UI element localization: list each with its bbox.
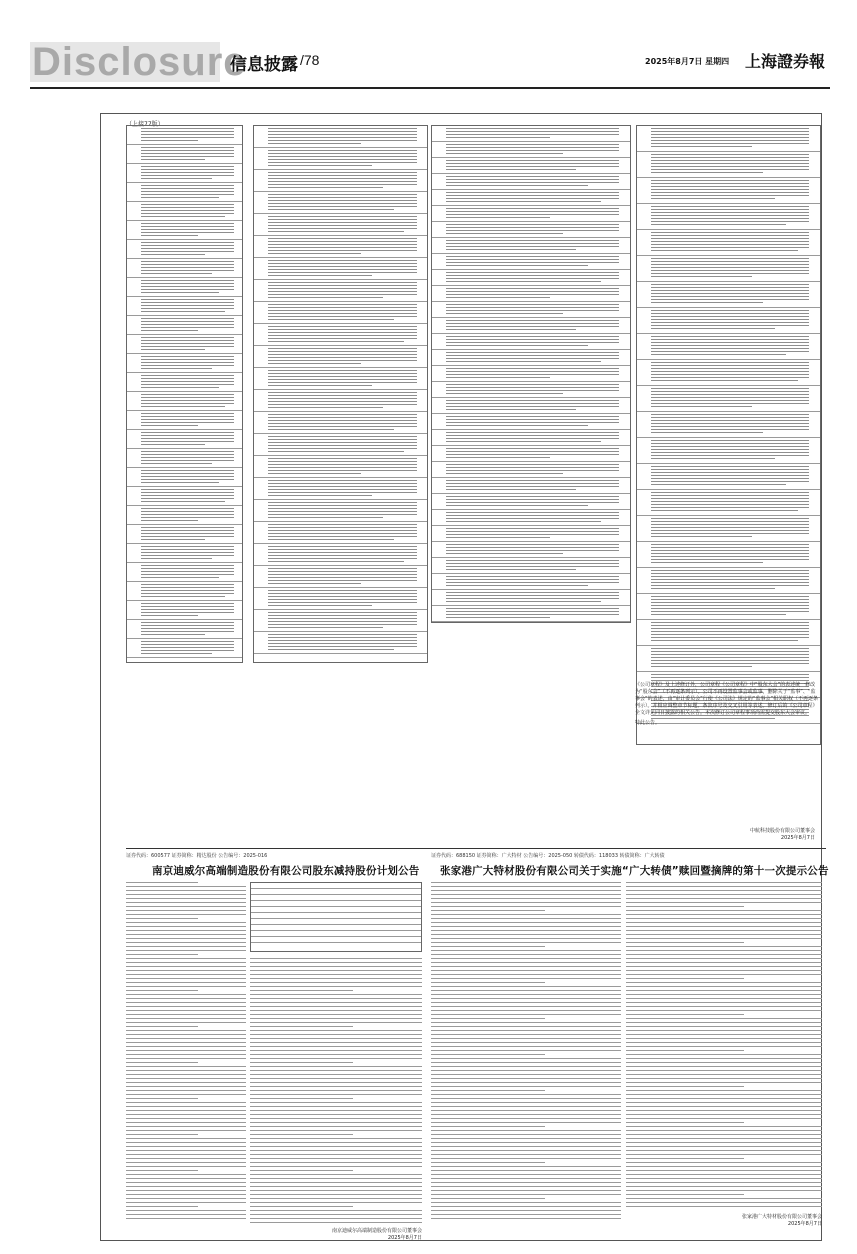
cell-text: [446, 160, 626, 172]
table-row: [254, 324, 427, 346]
table-row: [432, 510, 630, 526]
table-row: [254, 148, 427, 170]
right-article-date: 2025年8月7日: [787, 1221, 822, 1227]
notice-date: 2025年8月7日: [780, 835, 815, 841]
cell-text: [446, 272, 626, 284]
table-row: [432, 414, 630, 430]
left-article-table: [250, 882, 422, 952]
cell-text: [141, 432, 238, 447]
table-row: [432, 238, 630, 254]
cell-text: [268, 370, 423, 388]
right-article-signature: [700, 1214, 822, 1228]
notice-body: [635, 682, 820, 727]
table-row: [432, 366, 630, 382]
cell-text: [141, 280, 238, 295]
table-row: [127, 411, 242, 430]
cell-text: [651, 128, 816, 149]
cell-text: [141, 565, 238, 580]
cell-text: [141, 261, 238, 276]
table-row: [254, 412, 427, 434]
page-number: /78: [300, 52, 320, 68]
cell-text: [268, 128, 423, 146]
cell-text: [651, 596, 816, 617]
table-row: [432, 350, 630, 366]
cell-text: [446, 560, 626, 572]
cell-text: [651, 154, 816, 175]
table-row: [432, 174, 630, 190]
cell-text: [446, 608, 626, 620]
cell-text: [141, 204, 238, 219]
table-row: [432, 478, 630, 494]
table-row: [432, 526, 630, 542]
notice-company: 中航科技股份有限公司董事会: [749, 828, 815, 834]
table-row: [127, 240, 242, 259]
notice-paragraph: 《公司章程》及上述修订外，公司章程《公司章程》中“股东大会”的表述统一修改为“股东会”（不再逐条列示）。公司不再设置监事会或监事，删除关于“监事”、“监事会”的表述，由“审计委员会”行使《公司法》规定的“监事会”相关职权（不再逐条列示）。并相应调整章节标题、条款序号及交叉引用等表述。修订后的《公司章程》全文详见同日披露的相关公告。本次修订公司章程事项尚需提交股东大会审议。: [635, 682, 818, 716]
table-row: [637, 360, 820, 386]
table-row: [254, 170, 427, 192]
table-row: [637, 516, 820, 542]
cell-text: [651, 362, 816, 383]
table-row: [432, 382, 630, 398]
left-article-body: [126, 882, 246, 1224]
table-row: [432, 494, 630, 510]
table-row: [127, 373, 242, 392]
cell-text: [141, 337, 238, 352]
cell-text: [141, 147, 238, 162]
cell-text: [141, 641, 238, 656]
table-row: [637, 204, 820, 230]
cell-text: [651, 310, 816, 331]
table-row: [254, 588, 427, 610]
cell-text: [446, 496, 626, 508]
table-row: [254, 544, 427, 566]
table-row: [254, 522, 427, 544]
cell-text: [651, 622, 816, 643]
table-row: [127, 183, 242, 202]
table-row: [127, 544, 242, 563]
table-row: [127, 525, 242, 544]
cell-text: [268, 150, 423, 168]
table-row: [127, 126, 242, 145]
cell-text: [141, 527, 238, 542]
cell-text: [651, 648, 816, 669]
table-row: [254, 632, 427, 654]
table-row: [127, 430, 242, 449]
table-row: [637, 230, 820, 256]
cell-text: [268, 612, 423, 630]
amendment-table-col-3: [431, 125, 631, 623]
cell-text: [651, 232, 816, 253]
table-row: [254, 192, 427, 214]
table-row: [432, 142, 630, 158]
cell-text: [141, 603, 238, 618]
cell-text: [446, 544, 626, 556]
cell-text: [141, 223, 238, 238]
table-row: [432, 190, 630, 206]
cell-text: [141, 394, 238, 409]
left-article-meta: 证券代码：600577 证券简称：精达股份 公告编号：2025-016: [126, 853, 268, 859]
table-row: [432, 286, 630, 302]
cell-text: [446, 592, 626, 604]
table-row: [637, 334, 820, 360]
table-row: [637, 178, 820, 204]
table-row: [127, 449, 242, 468]
cell-text: [141, 413, 238, 428]
cell-text: [268, 216, 423, 234]
table-row: [254, 368, 427, 390]
table-row: [127, 145, 242, 164]
cell-text: [141, 584, 238, 599]
table-row: [251, 937, 421, 943]
article-divider-top: [126, 848, 826, 849]
cell-text: [651, 570, 816, 591]
cell-text: [268, 326, 423, 344]
cell-text: [446, 448, 626, 460]
table-row: [127, 164, 242, 183]
table-row: [637, 438, 820, 464]
table-row: [127, 335, 242, 354]
table-row: [127, 487, 242, 506]
table-row: [432, 254, 630, 270]
table-row: [127, 601, 242, 620]
table-row: [254, 566, 427, 588]
cell-text: [141, 242, 238, 257]
cell-text: [268, 172, 423, 190]
right-article-body: [431, 882, 621, 1224]
table-row: [127, 639, 242, 658]
cell-text: [651, 544, 816, 565]
table-row: [637, 568, 820, 594]
left-article-signature: [300, 1228, 422, 1242]
cell-text: [141, 166, 238, 181]
continued-label: （上接77版）: [126, 121, 164, 128]
cell-text: [268, 414, 423, 432]
edition-date: 2025年8月7日 星期四: [645, 57, 730, 66]
table-row: [254, 258, 427, 280]
cell-text: [268, 260, 423, 278]
cell-text: [268, 238, 423, 256]
table-row: [127, 468, 242, 487]
right-article-title: 张家港广大特材股份有限公司关于实施“广大转债”赎回暨摘牌的第十一次提示公告: [440, 865, 829, 877]
cell-text: [446, 176, 626, 188]
table-row: [637, 126, 820, 152]
table-row: [254, 610, 427, 632]
table-row: [432, 126, 630, 142]
amendment-table-col-1: [126, 125, 243, 663]
table-row: [432, 206, 630, 222]
table-row: [254, 236, 427, 258]
cell-text: [651, 336, 816, 357]
cell-text: [268, 436, 423, 454]
cell-text: [446, 576, 626, 588]
cell-text: [446, 304, 626, 316]
table-row: [637, 490, 820, 516]
cell-text: [268, 392, 423, 410]
cell-text: [446, 352, 626, 364]
cell-text: [141, 489, 238, 504]
table-row: [637, 282, 820, 308]
cell-text: [141, 185, 238, 200]
table-row: [432, 398, 630, 414]
cell-text: [268, 480, 423, 498]
amendment-table-col-2: [253, 125, 428, 663]
cell-text: [141, 546, 238, 561]
table-row: [254, 478, 427, 500]
table-row: [254, 500, 427, 522]
section-title: 信息披露: [230, 55, 298, 75]
cell-text: [141, 356, 238, 371]
table-row: [637, 152, 820, 178]
table-row: [127, 582, 242, 601]
cell-text: [446, 288, 626, 300]
table-row: [432, 574, 630, 590]
newspaper-name: 上海證券報: [745, 52, 826, 71]
cell-text: [446, 384, 626, 396]
cell-text: [446, 464, 626, 476]
cell-text: [651, 180, 816, 201]
table-row: [127, 259, 242, 278]
cell-text: [141, 299, 238, 314]
cell-text: [446, 336, 626, 348]
table-row: [127, 297, 242, 316]
table-row: [637, 464, 820, 490]
cell-text: [446, 128, 626, 140]
table-row: [432, 446, 630, 462]
cell-text: [446, 512, 626, 524]
cell-text: [268, 282, 423, 300]
table-row: [637, 412, 820, 438]
table-row: [127, 221, 242, 240]
cell-text: [141, 451, 238, 466]
left-article-title: 南京迪威尔高端制造股份有限公司股东减持股份计划公告: [152, 865, 420, 877]
cell-text: [446, 480, 626, 492]
table-row: [637, 594, 820, 620]
left-article-date: 2025年8月7日: [387, 1235, 422, 1241]
cell-text: [141, 622, 238, 637]
cell-text: [268, 546, 423, 564]
cell-text: [446, 144, 626, 156]
cell-text: [141, 128, 238, 143]
table-row: [432, 158, 630, 174]
cell-text: [651, 466, 816, 487]
cell-text: [446, 192, 626, 204]
right-article-body-col2: [626, 882, 822, 1212]
cell-text: [446, 528, 626, 540]
cell-text: [268, 590, 423, 608]
table-row: [127, 316, 242, 335]
cell-text: [651, 440, 816, 461]
amendment-table-col-4: [636, 125, 821, 745]
table-row: [254, 456, 427, 478]
cell-text: [446, 432, 626, 444]
table-row: [432, 270, 630, 286]
table-row: [432, 318, 630, 334]
cell-text: [446, 224, 626, 236]
table-row: [637, 542, 820, 568]
table-row: [127, 392, 242, 411]
left-article-company: 南京迪威尔高端制造股份有限公司董事会: [331, 1228, 422, 1234]
table-row: [254, 302, 427, 324]
notice-signature: [735, 828, 815, 842]
table-row: [432, 606, 630, 622]
table-row: [254, 126, 427, 148]
cell-text: [446, 320, 626, 332]
left-article-body-col2: [250, 958, 422, 1226]
cell-text: [651, 388, 816, 409]
table-row: [254, 214, 427, 236]
table-row: [637, 620, 820, 646]
cell-text: [268, 634, 423, 652]
cell-text: [268, 194, 423, 212]
table-row: [432, 590, 630, 606]
cell-text: [141, 318, 238, 333]
table-row: [637, 646, 820, 672]
cell-text: [446, 368, 626, 380]
right-article-company: 张家港广大特材股份有限公司董事会: [741, 1214, 822, 1220]
cell-text: [141, 375, 238, 390]
cell-text: [268, 458, 423, 476]
cell-text: [651, 258, 816, 279]
table-row: [127, 202, 242, 221]
table-row: [127, 506, 242, 525]
cell-text: [651, 414, 816, 435]
right-article-meta: 证券代码：688150 证券简称：广大特材 公告编号：2025-050 转债代码：118033 转债简称：广大转债: [431, 853, 665, 859]
table-row: [432, 462, 630, 478]
masthead-rule: [30, 87, 830, 89]
table-row: [432, 558, 630, 574]
table-row: [432, 334, 630, 350]
table-row: [432, 542, 630, 558]
table-row: [432, 222, 630, 238]
table-row: [637, 308, 820, 334]
cell-text: [268, 348, 423, 366]
cell-text: [651, 206, 816, 227]
table-row: [254, 434, 427, 456]
masthead: [0, 0, 857, 100]
table-row: [637, 386, 820, 412]
table-row: [127, 563, 242, 582]
cell-text: [446, 208, 626, 220]
table-row: [254, 346, 427, 368]
cell-text: [268, 524, 423, 542]
cell-text: [651, 518, 816, 539]
cell-text: [268, 304, 423, 322]
table-row: [127, 278, 242, 297]
brand-logo: Disclosure: [32, 40, 247, 84]
table-row: [127, 620, 242, 639]
cell-text: [268, 502, 423, 520]
table-row: [254, 280, 427, 302]
table-row: [254, 390, 427, 412]
cell-text: [446, 416, 626, 428]
cell-text: [651, 492, 816, 513]
cell-text: [446, 240, 626, 252]
cell-text: [141, 508, 238, 523]
cell-text: [446, 256, 626, 268]
cell-text: [651, 284, 816, 305]
table-row: [432, 302, 630, 318]
cell-text: [141, 470, 238, 485]
table-row: [127, 354, 242, 373]
notice-closing: 特此公告。: [635, 720, 661, 726]
cell-text: [268, 568, 423, 586]
cell-text: [446, 400, 626, 412]
table-row: [432, 430, 630, 446]
table-row: [637, 256, 820, 282]
